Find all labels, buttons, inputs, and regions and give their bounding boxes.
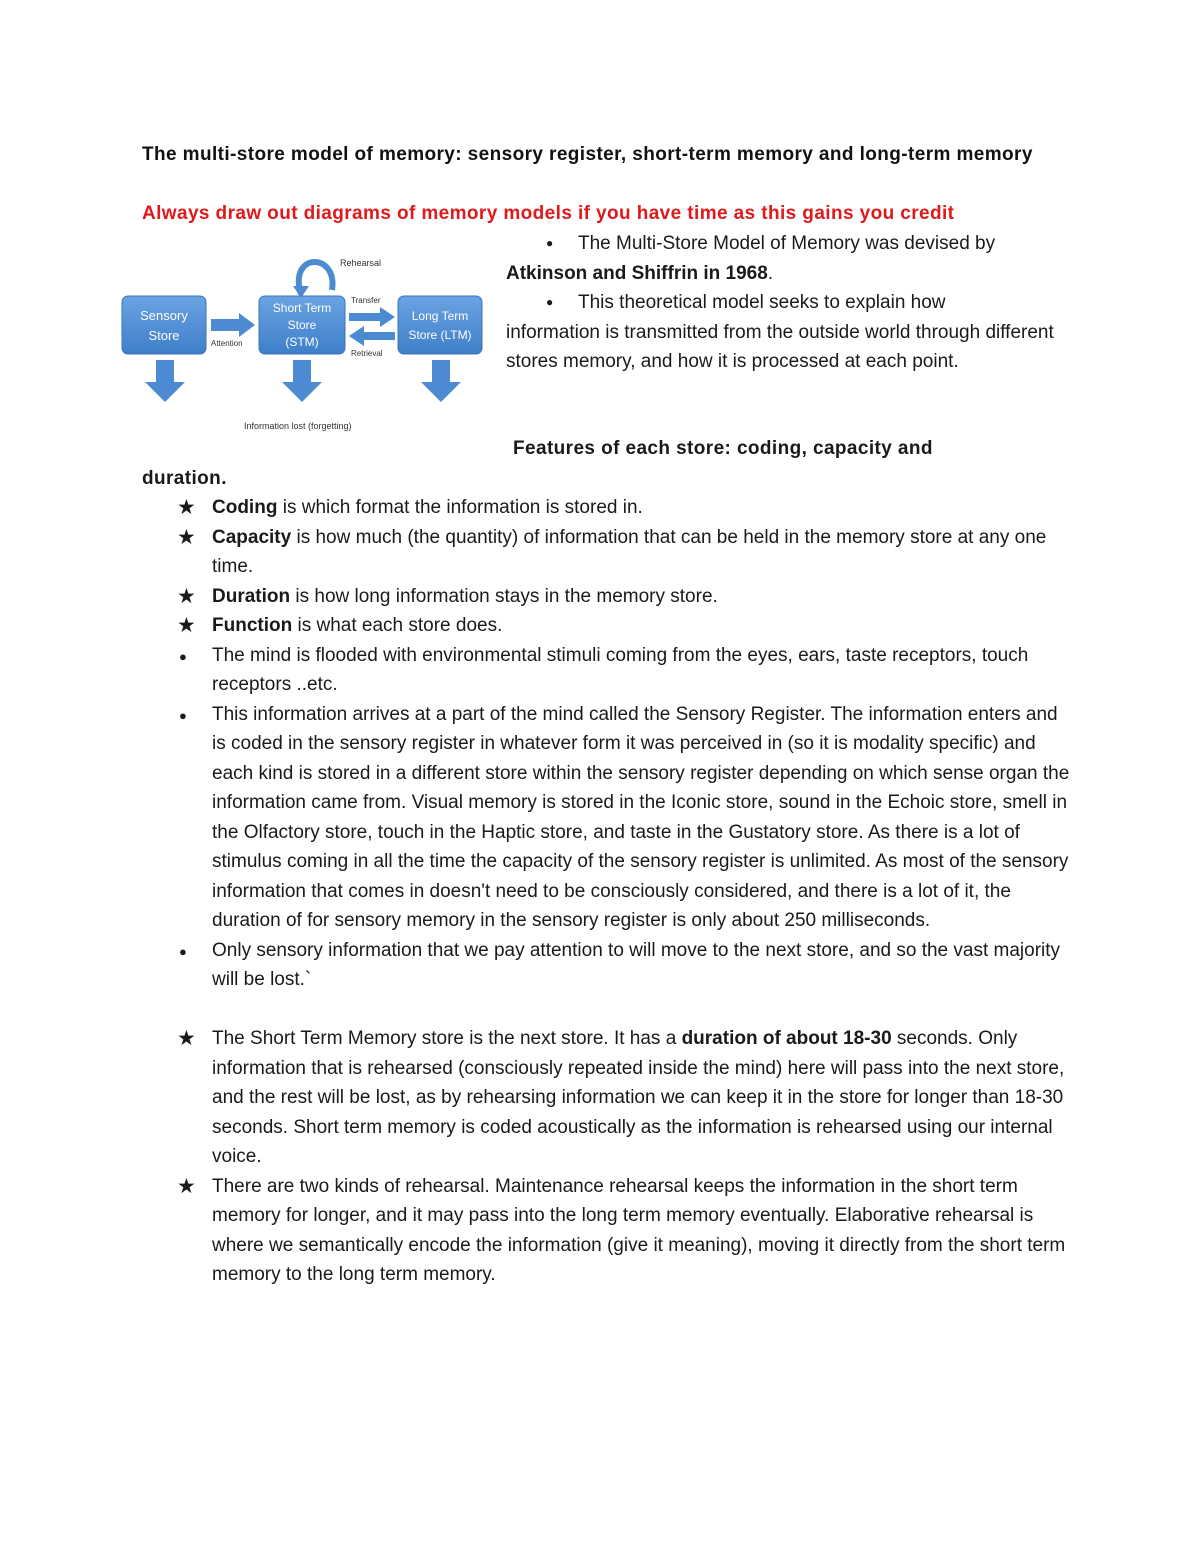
sensory-store-box <box>122 296 206 354</box>
star-icon: ★ <box>177 614 196 637</box>
ltm-label-2: Store (LTM) <box>408 328 472 342</box>
intro-bullet-2: ● This theoretical model seeks to explain how <box>506 288 1076 318</box>
definition-item: ★ Coding is which format the information is stored in. <box>172 493 1072 523</box>
intro-bullet-1-cont: Atkinson and Shiffrin in 1968. <box>506 262 774 284</box>
sensory-label-1: Sensory <box>140 308 188 323</box>
bullet-icon: ● <box>179 943 187 959</box>
definition-item: ★ Function is what each store does. <box>172 611 1072 641</box>
down-arrow-ltm <box>421 360 461 402</box>
star-icon: ★ <box>177 584 196 608</box>
stm-label-2: Store <box>287 318 317 332</box>
definition-item: ★ Duration is how long information stays in the memory store. <box>172 582 1072 612</box>
multi-store-diagram <box>118 252 488 437</box>
list-item: ● The mind is flooded with environmental stimuli coming from the eyes, ears, taste receptors, touch receptors ..etc. <box>172 641 1072 700</box>
list-item: ● Only sensory information that we pay attention to will move to the next store, and so the vast majority will be lost.` <box>172 936 1072 995</box>
down-arrow-stm <box>282 360 322 402</box>
retrieval-arrow <box>349 326 395 346</box>
transfer-arrow <box>349 307 395 327</box>
page-title: The multi-store model of memory: sensory register, short-term memory and long-term memory <box>142 144 1033 165</box>
list-item: ● This information arrives at a part of the mind called the Sensory Register. The information enters and is coded in the sensory register in whatever form it was perceived in (so it is modality specific) and each kind is stored in a different store within the sensory register depending on which sense organ the information came from. Visual memory is stored in the Iconic store, sound in the Echoic store, smell in the Olfactory store, touch in the Haptic store, and taste in the Gustatory store. As there is a lot of stimulus coming in all the time the capacity of the sensory register is unlimited. As most of the sensory information that comes in doesn't need to be consciously considered, and there is a lot of it, the duration of for sensory memory in the sensory register is only about 250 milliseconds. <box>172 700 1072 936</box>
features-heading: Features of each store: coding, capacity and duration. <box>142 438 933 489</box>
bullet-icon: ● <box>546 295 554 309</box>
rehearsal-item: ★ There are two kinds of rehearsal. Maintenance rehearsal keeps the information in the short term memory for longer, and it may pass into the long term memory eventually. Elaborative rehearsal is where we semantically encode the information (give it meaning), moving it directly from the short term memory to the long term memory. <box>172 1172 1072 1290</box>
stm-label-3: (STM) <box>285 335 319 349</box>
ltm-box <box>398 296 482 354</box>
down-arrow-sensory <box>145 360 185 402</box>
star-icon: ★ <box>177 1027 196 1050</box>
bullet-icon: ● <box>546 236 554 250</box>
attention-label: Attention <box>211 339 243 348</box>
stm-label-1: Short Term <box>272 301 332 315</box>
definition-item: ★ Capacity is how much (the quantity) of information that can be held in the memory store at any one time. <box>172 523 1072 582</box>
intro-bullet-2-cont: information is transmitted from the outside world through different stores memory, and how it is processed at each point. <box>506 321 1054 372</box>
star-icon: ★ <box>177 496 196 519</box>
rehearsal-label: Rehearsal <box>340 258 382 268</box>
bullet-icon: ● <box>179 648 187 664</box>
intro-bullet-1: ● The Multi-Store Model of Memory was devised by <box>506 229 1076 259</box>
transfer-label: Transfer <box>351 296 381 305</box>
information-lost-label: Information lost (forgetting) <box>244 421 352 431</box>
sensory-label-2: Store <box>148 328 180 343</box>
star-icon: ★ <box>177 525 196 549</box>
stm-item: ★ The Short Term Memory store is the next store. It has a duration of about 18-30 seconds. Only information that is rehearsed (consciously repeated inside the mind) here will pass into the next store, and the rest will be lost, as by rehearsing information we can keep it in the store for longer than 18-30 seconds. Short term memory is coded acoustically as the information is rehearsed using our internal voice. <box>172 1024 1072 1172</box>
intro-section <box>506 229 1076 377</box>
content-list <box>172 493 1072 1290</box>
attention-arrow <box>211 313 255 337</box>
star-icon: ★ <box>177 1174 196 1198</box>
ltm-label-1: Long Term <box>411 309 469 323</box>
bullet-icon: ● <box>179 707 187 723</box>
retrieval-label: Retrieval <box>351 349 383 358</box>
exam-tip: Always draw out diagrams of memory models if you have time as this gains you credit <box>142 203 955 224</box>
